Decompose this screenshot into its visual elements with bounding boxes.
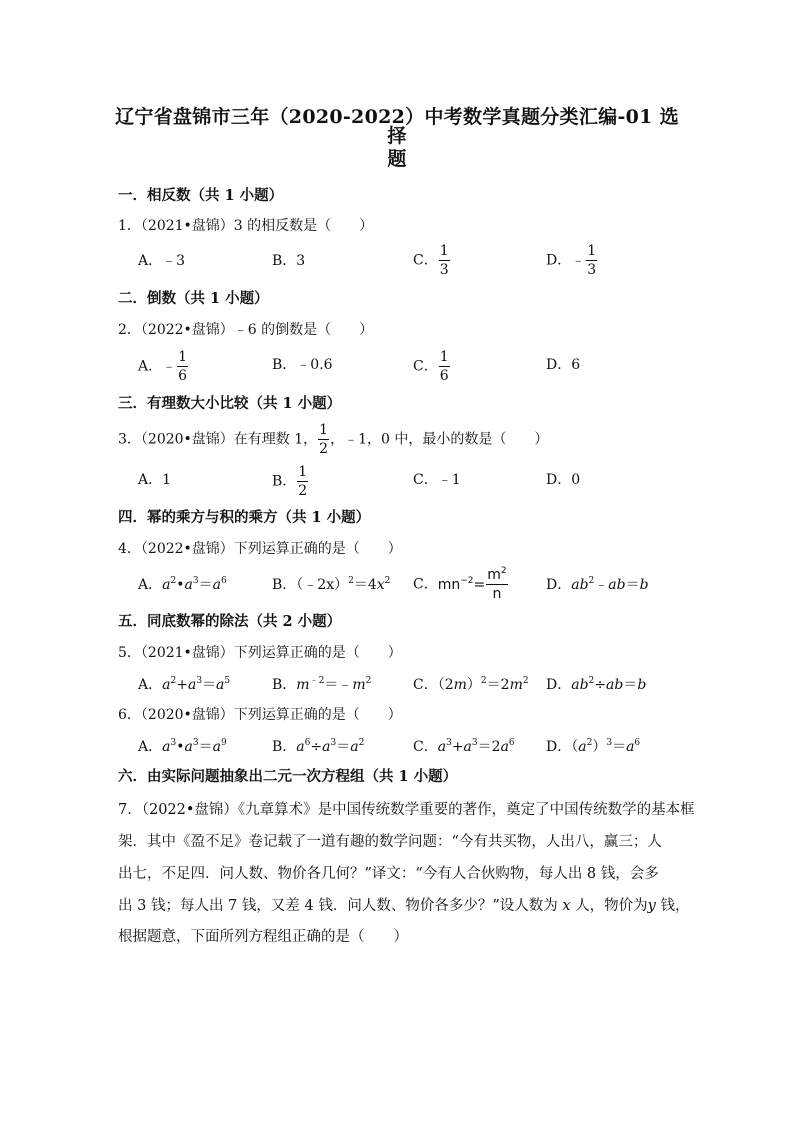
question-2-stem: 2．（2022•盘锦）﹣6 的倒数是（ ） [118, 322, 374, 338]
q5-option-d: D．$ab^2\div ab=b$ [546, 676, 647, 693]
question-1-stem: 1．（2021•盘锦）3 的相反数是（ ） [118, 218, 374, 234]
q5-option-a: A．$a^2+a^3=a^5$ [138, 676, 231, 693]
q7-line: 出 3 钱；每人出 7 钱，又差 4 钱．问人数、物价各多少？”设人数为 x 人，物价为y 钱， [118, 898, 690, 914]
q5-option-c: C．$(2m)^2=2m^2$ [413, 676, 529, 693]
q3-option-a: A．1 [138, 472, 172, 488]
q5-option-b: B．$m^{﹣2}=﹣m^2$ [272, 676, 372, 693]
q2-option-d: D．6 [546, 357, 581, 373]
question-6-stem: 6．（2020•盘锦）下列运算正确的是（ ） [118, 707, 402, 723]
section-heading: 三．有理数大小比较（共 1 小题） [118, 395, 342, 412]
q7-line: 架．其中《盈不足》卷记载了一道有趣的数学问题：“今有共买物，人出八，赢三；人 [118, 834, 662, 850]
q1-option-b: B．3 [272, 253, 306, 269]
section-heading: 五．同底数幂的除法（共 2 小题） [118, 613, 342, 630]
page-title: 辽宁省盘锦市三年（2020-2022）中考数学真题分类汇编-01 选择 [115, 106, 679, 147]
q6-option-b: B．$a^6\div a^3=a^2$ [272, 738, 365, 755]
q3-option-d: D．0 [546, 472, 581, 488]
q7-line: 7．（2022•盘锦）《九章算术》是中国传统数学重要的著作，奠定了中国传统数学的基本框 [118, 802, 695, 818]
q4-option-b: B．$(﹣2x)^2=4x^2$ [272, 576, 391, 593]
section-heading: 四．幂的乘方与积的乘方（共 1 小题） [118, 509, 371, 526]
q2-option-c: C． $\frac{1}{6}$ [413, 349, 449, 384]
q7-line: 根据题意，下面所列方程组正确的是（ ） [118, 929, 408, 945]
q1-option-c: C． $\frac{1}{3}$ [413, 243, 449, 278]
q1-option-d: D．﹣ $\frac{1}{3}$ [546, 243, 597, 278]
section-heading: 一．相反数（共 1 小题） [118, 187, 284, 204]
q3-option-c: C．﹣1 [413, 472, 461, 488]
q6-option-c: C．$a^3+a^3=2a^6$ [413, 738, 515, 755]
page-title-continued: 题 [387, 148, 407, 170]
q2-option-a: A．﹣ $\frac{1}{6}$ [138, 349, 188, 384]
q3-option-b: B． $\frac{1}{2}$ [272, 464, 308, 499]
q7-line: 出七，不足四．问人数、物价各几何？”译文：“今有人合伙购物，每人出 8 钱，会多 [118, 866, 659, 882]
question-3-stem: 3．（2020•盘锦）在有理数 1， $\frac{1}{2}$ ，﹣1，0 中，最小的数是（ ） [118, 422, 549, 457]
q4-option-c: C．$mn^{-2}=$ $\frac{m^2}{n}$ [413, 566, 507, 602]
q2-option-b: B．﹣0.6 [272, 357, 333, 373]
section-heading: 二．倒数（共 1 小题） [118, 290, 269, 307]
q6-option-a: A．$a^3•a^3=a^9$ [138, 738, 227, 755]
q4-option-d: D．$ab^2﹣ab=b$ [546, 576, 649, 593]
q6-option-d: D．$(a^2)^3=a^6$ [546, 738, 641, 755]
q1-option-a: A．﹣3 [138, 253, 186, 269]
question-4-stem: 4．（2022•盘锦）下列运算正确的是（ ） [118, 541, 402, 557]
question-5-stem: 5．（2021•盘锦）下列运算正确的是（ ） [118, 645, 402, 661]
section-heading: 六．由实际问题抽象出二元一次方程组（共 1 小题） [118, 768, 458, 785]
q4-option-a: A．$a^2•a^3=a^6$ [138, 576, 227, 593]
